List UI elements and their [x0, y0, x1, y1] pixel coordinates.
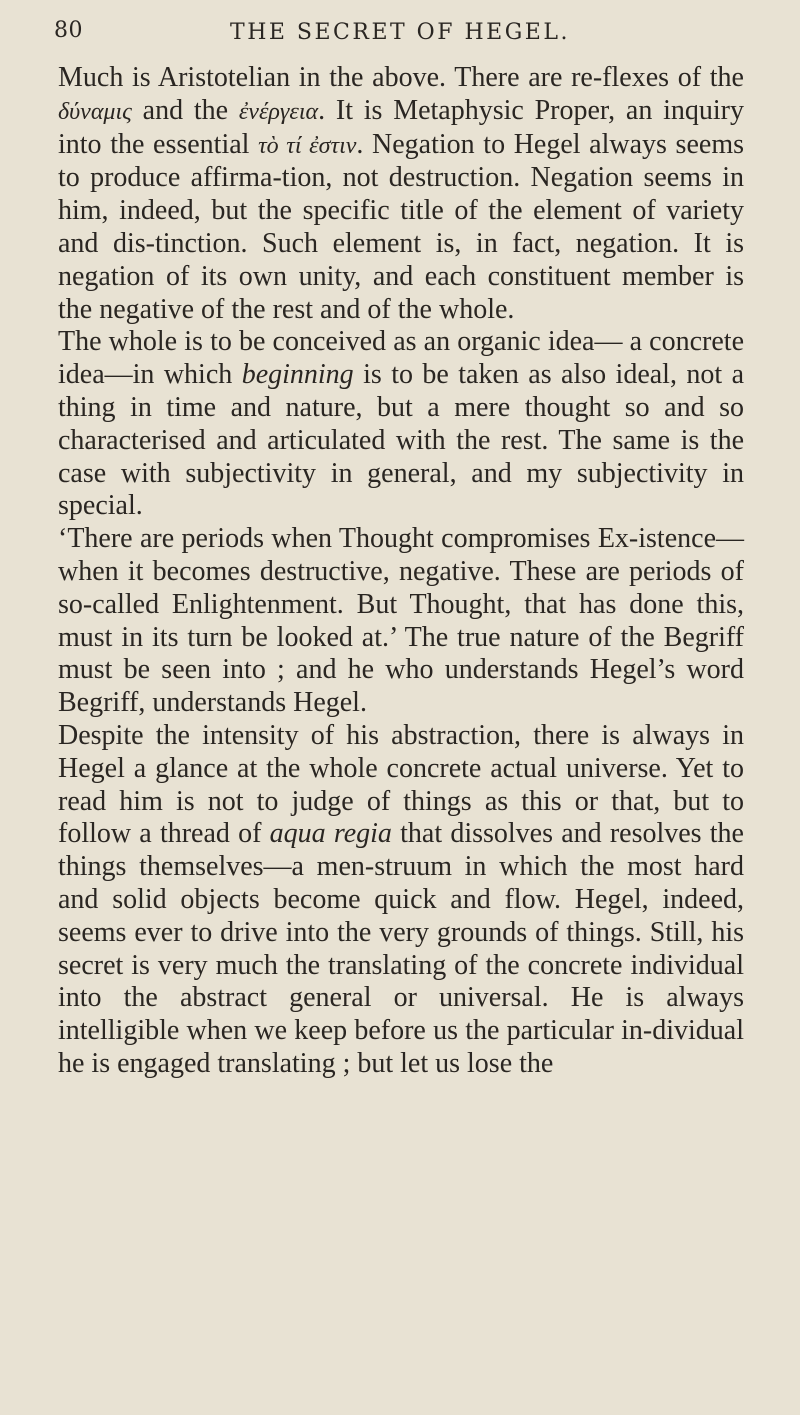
text-run: Much is Aristotelian in the above. There are re-flexes of the — [58, 62, 744, 93]
paragraph — [58, 62, 744, 326]
greek-term: ἐνέργεια — [238, 98, 319, 125]
paragraph — [58, 720, 744, 1081]
greek-term: δύναμις — [58, 98, 132, 125]
text-run: The whole is to be conceived as an organic idea— a concrete idea—in which — [58, 326, 744, 391]
running-title: THE SECRET OF HEGEL. — [230, 20, 570, 45]
greek-term: τὸ τί ἐστιν — [258, 132, 357, 159]
text-run: and the — [131, 94, 239, 126]
text-run: ‘There are periods when Thought compromises Ex-istence—when it becomes destructive, negative. These are periods of so-called Enlightenment. But Thought, that has done this, must in its turn be looked at.’ The true nature of the Begriff must be seen into ; and he who understands Hegel’s word Begriff, understands Hegel. — [58, 523, 744, 719]
italic-phrase: beginning — [241, 359, 354, 391]
paragraph — [58, 523, 744, 720]
text-run: . It is Metaphysic Proper, an inquiry into the essential — [58, 94, 744, 160]
body-text — [58, 62, 744, 1081]
page-header — [0, 18, 800, 52]
text-run: . Negation to Hegel always seems to produce affirma-tion, not destruction. Negation seems in him, indeed, but the specific title of the element of variety and dis-tinction. Such element is, in fact, negation. It is negation of its own unity, and each constituent member is the negative of the rest and of the whole. — [58, 128, 744, 325]
text-run: that dissolves and resolves the things themselves—a men-struum in which the most hard and solid objects become quick and flow. Hegel, indeed, seems ever to drive into the very grounds of things. Still, his secret is very much the translating of the concrete individual into the abstract general or universal. He is always intelligible when we keep before us the particular in-dividual he is engaged translating ; but let us lose the — [58, 818, 744, 1079]
text-run: Despite the intensity of his abstraction, there is always in Hegel a glance at the whole concrete actual universe. Yet to read him is not to judge of things as this or that, but to follow a thread of — [58, 719, 744, 850]
page-number: 80 — [54, 18, 83, 43]
text-run: is to be taken as also ideal, not a thing in time and nature, but a mere thought so and so characterised and articulated with the rest. The same is the case with subjectivity in general, and my subjectivity in special. — [58, 359, 744, 522]
italic-phrase: aqua regia — [269, 818, 392, 850]
paragraph — [58, 326, 744, 523]
